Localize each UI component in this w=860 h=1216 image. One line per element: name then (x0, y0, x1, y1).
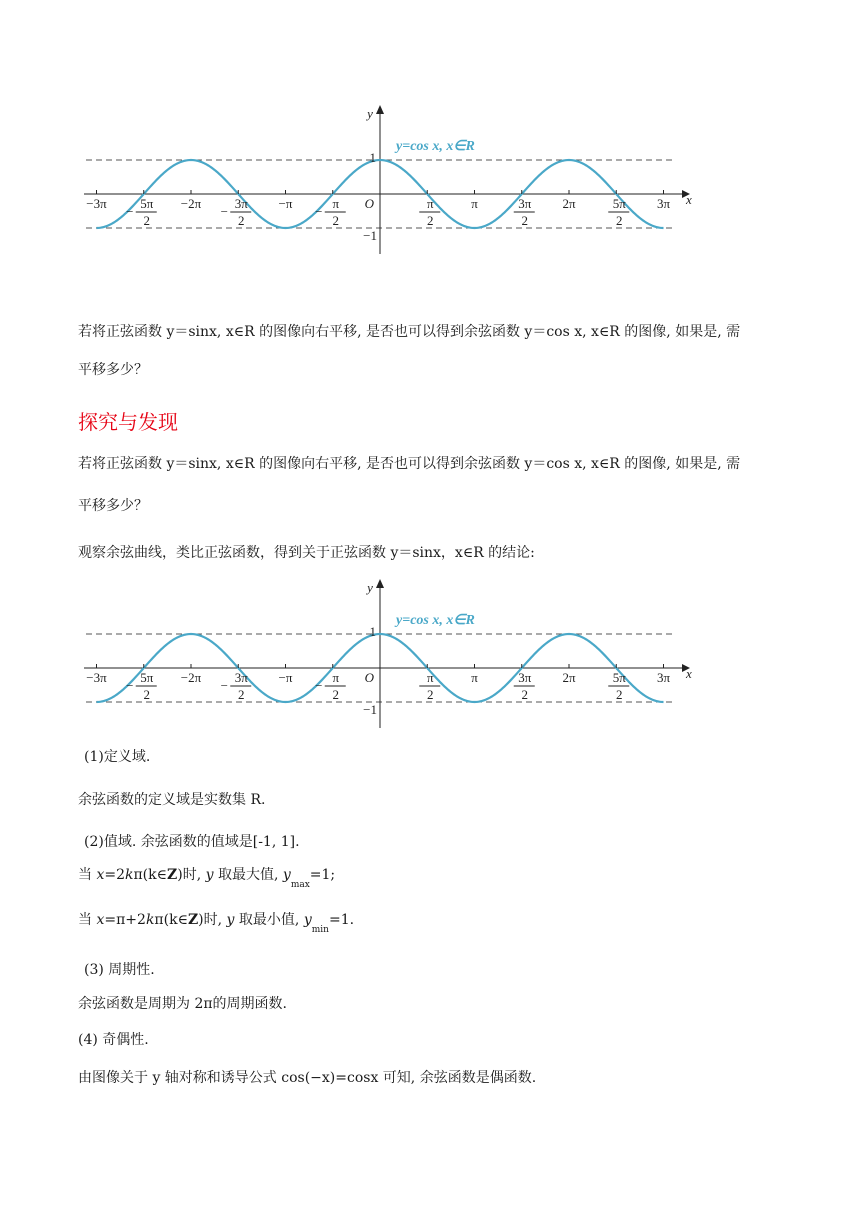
y-minus-one-label: −1 (363, 228, 377, 243)
x-tick-sign: − (315, 204, 323, 219)
x-tick-label: 3π (656, 196, 671, 211)
x-tick-sign: − (126, 678, 134, 693)
x-axis-label: x (686, 192, 692, 207)
period-body: 余弦函数是周期为 2π的周期函数. (78, 996, 288, 1012)
y-minus-one-label: −1 (363, 702, 377, 717)
observe-text: 观察余弦曲线，类比正弦函数，得到关于正弦函数 y＝sinx，x∈R 的结论: (78, 545, 535, 561)
x-tick-numerator: 5π (140, 196, 154, 211)
x-tick-label: π (471, 196, 478, 211)
period-title: (3) 周期性. (84, 962, 155, 978)
x-tick-denominator: 2 (238, 687, 245, 702)
x-tick-denominator: 2 (521, 213, 528, 228)
x-tick-label: −π (278, 196, 293, 211)
y-axis-arrow (376, 105, 384, 114)
range-title: (2)值域. 余弦函数的值域是[-1, 1]. (84, 834, 300, 850)
cosine-graph-svg-2 (0, 574, 860, 744)
cosine-graph-1 (0, 100, 860, 270)
curve-label: y=cos x, x∈R (396, 613, 475, 628)
x-tick-label: π (471, 670, 478, 685)
domain-title: (1)定义域. (84, 749, 151, 765)
x-tick-sign: − (220, 678, 228, 693)
x-tick-numerator: 5π (612, 196, 626, 211)
range-min-line: 当 x=π+2kπ(k∈Z)时, y 取最小值, $y_{min}=1$. (78, 912, 355, 935)
parity-body: 由图像关于 y 轴对称和诱导公式 cos(−x)=cosx 可知, 余弦函数是偶函数. (78, 1070, 537, 1086)
x-tick-label: 2π (562, 670, 576, 685)
x-tick-label: −3π (86, 670, 107, 685)
x-tick-denominator: 2 (427, 213, 434, 228)
x-tick-numerator: π (426, 196, 434, 211)
y-one-label: 1 (369, 624, 376, 639)
x-tick-denominator: 2 (238, 213, 245, 228)
x-tick-numerator: 3π (518, 670, 532, 685)
x-tick-sign: − (315, 678, 323, 693)
x-tick-label: 2π (562, 196, 576, 211)
x-tick-numerator: π (332, 196, 340, 211)
x-tick-label: 3π (656, 670, 671, 685)
x-tick-numerator: 5π (612, 670, 626, 685)
cosine-graph-2 (0, 574, 860, 744)
x-tick-sign: − (126, 204, 134, 219)
origin-label: O (364, 670, 374, 685)
x-tick-denominator: 2 (143, 687, 150, 702)
question2-line-2: 平移多少？ (78, 498, 148, 514)
range-max-line: 当 x=2kπ(k∈Z)时, y 取最大值, $y_{max}=1$; (78, 867, 336, 890)
x-tick-numerator: 5π (140, 670, 154, 685)
x-tick-numerator: 3π (234, 670, 248, 685)
x-tick-denominator: 2 (143, 213, 150, 228)
x-tick-denominator: 2 (427, 687, 434, 702)
x-tick-label: −2π (180, 196, 202, 211)
question-line-1: 若将正弦函数 y＝sinx, x∈R 的图像向右平移, 是否也可以得到余弦函数 y＝cos x, x∈R 的图像, 如果是, 需 (78, 324, 741, 340)
x-axis-label: x (686, 666, 692, 681)
x-tick-denominator: 2 (332, 687, 339, 702)
x-tick-denominator: 2 (332, 213, 339, 228)
x-tick-numerator: 3π (518, 196, 532, 211)
question2-line-1: 若将正弦函数 y＝sinx, x∈R 的图像向右平移, 是否也可以得到余弦函数 y＝cos x, x∈R 的图像, 如果是, 需 (78, 456, 741, 472)
y-one-label: 1 (369, 150, 376, 165)
y-axis-arrow (376, 579, 384, 588)
x-tick-sign: − (220, 204, 228, 219)
question-line-2: 平移多少？ (78, 362, 148, 378)
origin-label: O (364, 196, 374, 211)
x-tick-numerator: π (332, 670, 340, 685)
domain-body: 余弦函数的定义域是实数集 R. (78, 792, 266, 808)
x-tick-denominator: 2 (521, 687, 528, 702)
x-tick-label: −2π (180, 670, 202, 685)
x-tick-denominator: 2 (616, 687, 623, 702)
x-tick-numerator: 3π (234, 196, 248, 211)
x-tick-numerator: π (426, 670, 434, 685)
x-tick-denominator: 2 (616, 213, 623, 228)
curve-label: y=cos x, x∈R (396, 139, 475, 154)
y-axis-label: y (367, 106, 373, 121)
y-axis-label: y (367, 580, 373, 595)
x-tick-label: −3π (86, 196, 107, 211)
parity-title: (4) 奇偶性. (78, 1032, 149, 1048)
cosine-graph-svg-1 (0, 100, 860, 270)
x-tick-label: −π (278, 670, 293, 685)
section-heading: 探究与发现 (78, 410, 178, 434)
